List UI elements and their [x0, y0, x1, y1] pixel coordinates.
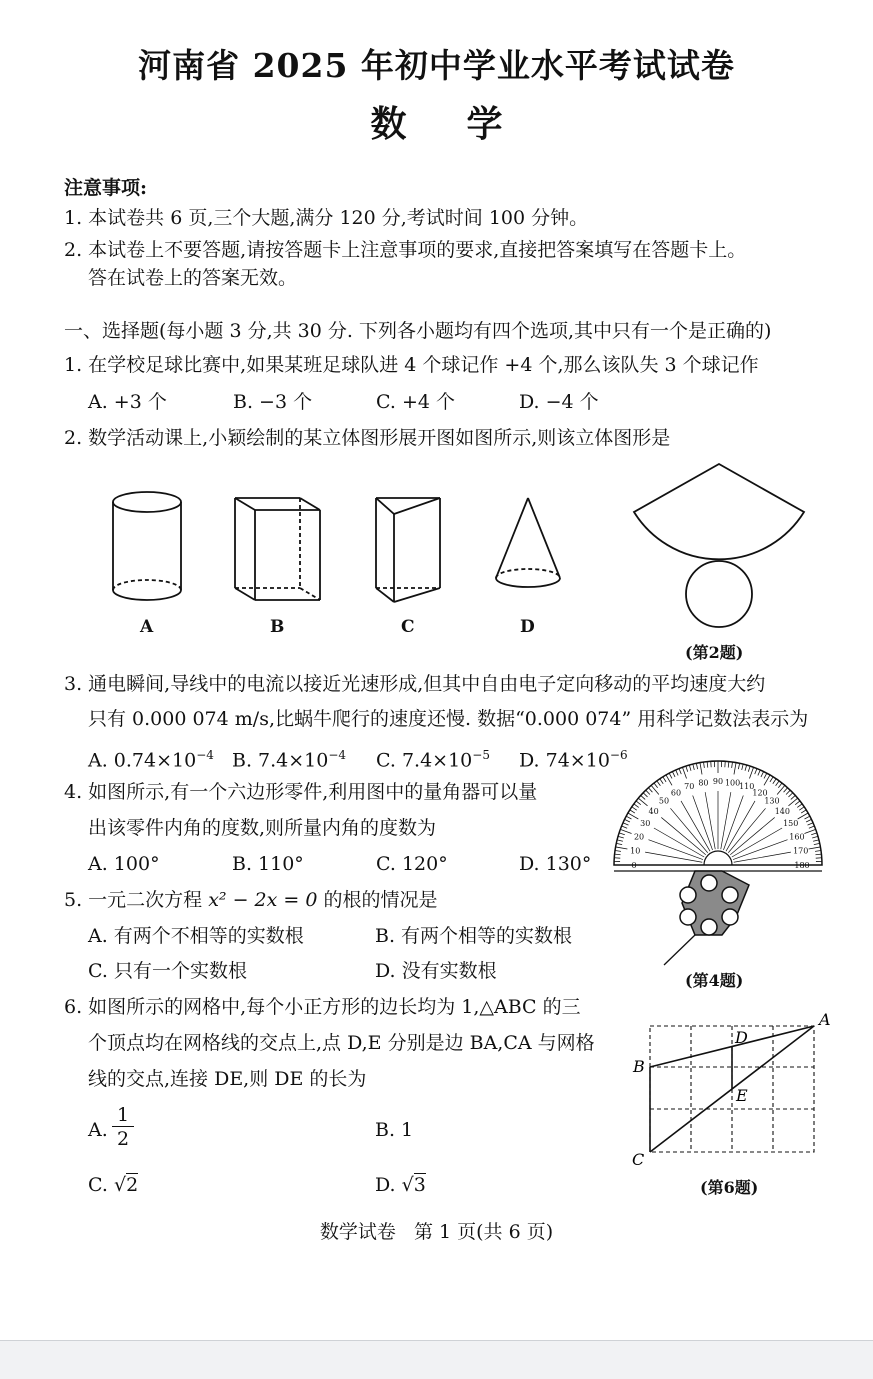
protractor-label: 80	[698, 778, 708, 787]
protractor-label: 120	[752, 788, 767, 797]
hexagon-part	[680, 871, 749, 935]
protractor-ray	[648, 840, 703, 860]
protractor-label: 170	[793, 846, 808, 855]
cylinder-shape	[113, 492, 181, 600]
protractor-tick	[693, 764, 694, 770]
q3-option-d-base: D. 74×10	[519, 749, 610, 771]
protractor-label: 30	[640, 819, 650, 828]
protractor-tick	[696, 763, 697, 769]
protractor-tick	[672, 772, 675, 777]
protractor-label: 10	[630, 846, 640, 855]
protractor-tick	[689, 765, 691, 771]
protractor-tick	[648, 788, 652, 792]
protractor-tick	[815, 854, 821, 855]
protractor-tick	[623, 823, 628, 825]
cone-shape	[496, 498, 560, 587]
protractor-tick	[788, 793, 792, 797]
sqrt-icon: √	[402, 1174, 414, 1196]
q5-stem-post: 的根的情况是	[317, 889, 437, 911]
protractor-ray	[645, 852, 702, 862]
protractor-tick	[806, 819, 811, 822]
protractor-tick	[634, 804, 639, 808]
protractor-tick	[638, 798, 647, 806]
q3-option-a-base: A. 0.74×10	[88, 749, 196, 771]
q6-line-2: 个顶点均在网格线的交点上,点 D,E 分别是边 BA,CA 与网格	[88, 1030, 595, 1056]
notice-item-2-cont: 答在试卷上的答案无效。	[88, 265, 297, 291]
protractor-tick	[761, 772, 764, 777]
protractor-tick	[770, 777, 773, 782]
protractor-tick	[755, 769, 757, 775]
q2-stem: 2. 数学活动课上,小颖绘制的某立体图形展开图如图所示,则该立体图形是	[64, 425, 670, 451]
protractor-tick	[776, 781, 780, 786]
q2-label-d: D	[520, 617, 535, 637]
point-d-label: D	[734, 1028, 748, 1047]
protractor-tick	[617, 840, 623, 841]
q5-option-d: D. 没有实数根	[375, 958, 497, 984]
protractor	[614, 761, 822, 871]
q6-option-a-fraction	[112, 1104, 134, 1151]
protractor-label: 40	[649, 807, 659, 816]
q4-caption: (第4题)	[685, 968, 743, 991]
subject-title: 数学	[0, 96, 873, 147]
notice-item-2: 2. 本试卷上不要答题,请按答题卡上注意事项的要求,直接把答案填写在答题卡上。	[64, 237, 746, 263]
protractor-tick	[813, 840, 819, 841]
notice-heading: 注意事项:	[64, 175, 147, 201]
q3-option-d-exp: −6	[610, 748, 628, 762]
protractor-tick	[626, 816, 631, 819]
q6-option-c-label: C.	[88, 1174, 108, 1196]
protractor-label: 150	[783, 819, 798, 828]
protractor-tick	[728, 762, 729, 768]
q5-equation: x² − 2x = 0	[208, 889, 317, 911]
protractor-tick	[786, 790, 790, 794]
protractor-label: 20	[634, 832, 644, 841]
protractor-tick	[643, 793, 647, 797]
q3-line-1: 3. 通电瞬间,导线中的电流以接近光速形成,但其中自由电子定向移动的平均速度大约	[64, 671, 765, 697]
protractor-tick	[632, 807, 637, 810]
q1-option-b: B. −3 个	[233, 389, 312, 415]
protractor-tick	[660, 779, 663, 784]
q2-label-a: A	[140, 617, 153, 637]
protractor-tick	[742, 764, 743, 770]
protractor-ray	[734, 852, 791, 862]
q2-label-b: B	[270, 617, 284, 637]
protractor-label: 140	[775, 807, 790, 816]
protractor-tick	[814, 843, 820, 844]
protractor-tick	[630, 810, 635, 813]
protractor-tick	[625, 819, 630, 822]
protractor-tick	[809, 847, 821, 849]
sector-shape	[634, 464, 804, 559]
q4-line-2: 出该零件内角的度数,则所量内角的度数为	[88, 815, 436, 841]
q1-option-a: A. +3 个	[88, 389, 167, 415]
point-e-label: E	[735, 1086, 748, 1105]
q6-option-c-radicand: 2	[126, 1173, 138, 1196]
q6-option-a-denominator: 2	[112, 1127, 134, 1151]
protractor-tick	[615, 851, 621, 852]
protractor-tick	[764, 773, 767, 778]
cuboid-shape	[235, 494, 320, 600]
page-footer: 数学试卷 第 1 页(共 6 页)	[0, 1219, 873, 1245]
q5-stem-pre: 5. 一元二次方程	[64, 889, 208, 911]
point-c-label: C	[632, 1150, 644, 1169]
protractor-tick	[616, 843, 622, 844]
sqrt-icon: √	[114, 1174, 126, 1196]
protractor-tick	[657, 781, 661, 786]
protractor-label: 50	[659, 797, 669, 806]
q3-option-a	[88, 742, 214, 773]
protractor-ray	[733, 840, 788, 860]
protractor-ray	[705, 792, 715, 849]
q4-option-d: D. 130°	[519, 851, 591, 877]
protractor-tick	[676, 770, 678, 775]
protractor-label: 180	[794, 861, 809, 870]
protractor-label: 110	[739, 782, 754, 791]
q6-grid-figure	[628, 1010, 838, 1170]
protractor-tick	[620, 829, 631, 833]
q3-option-c-exp: −5	[472, 748, 490, 762]
protractor-tick	[646, 790, 650, 794]
protractor-tick	[801, 810, 806, 813]
protractor-label: 130	[764, 797, 779, 806]
protractor-tick	[686, 766, 688, 772]
protractor-tick	[641, 795, 645, 799]
q1-stem: 1. 在学校足球比赛中,如果某班足球队进 4 个球记作 +4 个,那么该队失 3 个球记作	[64, 352, 759, 378]
protractor-tick	[732, 762, 733, 768]
protractor-tick	[805, 816, 810, 819]
q6-option-b: B. 1	[375, 1117, 413, 1143]
point-b-label: B	[632, 1057, 645, 1076]
protractor-ray	[721, 792, 731, 849]
protractor-tick	[707, 762, 708, 768]
protractor-tick	[679, 769, 681, 775]
q6-option-a-numerator: 1	[112, 1104, 134, 1127]
exam-title: 河南省 2025 年初中学业水平考试试卷	[0, 40, 873, 87]
q3-line-2: 只有 0.000 074 m/s,比蜗牛爬行的速度还慢. 数据“0.000 074” 用科学记数法表示为	[88, 706, 808, 732]
q6-option-d-label: D.	[375, 1174, 396, 1196]
q5-option-a: A. 有两个不相等的实数根	[88, 923, 304, 949]
protractor-tick	[795, 801, 800, 805]
point-a-label: A	[817, 1010, 831, 1029]
protractor-tick	[784, 788, 788, 792]
protractor-tick	[704, 762, 705, 768]
q6-line-3: 线的交点,连接 DE,则 DE 的长为	[88, 1066, 366, 1092]
q1-option-d: D. −4 个	[519, 389, 599, 415]
triangular-prism-shape	[376, 498, 440, 602]
section-heading: 一、选择题(每小题 3 分,共 30 分. 下列各小题均有四个选项,其中只有一个是正确的)	[64, 318, 771, 344]
q6-option-d-radicand: 3	[414, 1173, 426, 1196]
protractor-tick	[778, 783, 782, 788]
protractor-tick	[773, 779, 776, 784]
protractor-tick	[749, 767, 753, 778]
protractor-tick	[619, 833, 625, 835]
protractor-label: 0	[631, 861, 636, 870]
q3-option-b-base: B. 7.4×10	[232, 749, 328, 771]
q6-option-a-label: A.	[88, 1117, 108, 1143]
q2-net-figure	[628, 460, 808, 635]
protractor-tick	[811, 833, 817, 835]
protractor-tick	[682, 767, 686, 778]
protractor-tick	[812, 836, 818, 838]
protractor-tick	[808, 823, 813, 825]
q6-option-d	[375, 1172, 426, 1198]
q2-solids-figure	[100, 480, 580, 615]
protractor-tick	[651, 785, 659, 794]
viewer-bottom-bar	[0, 1340, 873, 1379]
q4-line-1: 4. 如图所示,有一个六边形零件,利用图中的量角器可以量	[64, 779, 537, 805]
protractor-tick	[799, 807, 804, 810]
protractor-ray	[723, 795, 743, 850]
protractor-tick	[791, 795, 795, 799]
protractor-tick	[804, 829, 815, 833]
protractor-label: 70	[684, 782, 694, 791]
protractor-tick	[777, 785, 785, 794]
protractor-tick	[618, 836, 624, 838]
q4-option-c: C. 120°	[376, 851, 448, 877]
q6-caption: (第6题)	[700, 1175, 758, 1198]
q6-line-1: 6. 如图所示的网格中,每个小正方形的边长均为 1,△ABC 的三	[64, 994, 581, 1020]
protractor-ray	[693, 795, 713, 850]
protractor-tick	[616, 847, 628, 849]
q4-option-b: B. 110°	[232, 851, 304, 877]
protractor-tick	[636, 801, 641, 805]
protractor-label: 60	[671, 788, 681, 797]
q3-option-b	[232, 742, 346, 773]
q3-option-b-exp: −4	[328, 748, 346, 762]
protractor-label: 90	[713, 777, 723, 786]
ruler-line	[664, 935, 695, 965]
protractor-tick	[654, 783, 658, 788]
protractor-tick	[663, 777, 666, 782]
q3-option-a-exp: −4	[196, 748, 214, 762]
circle-shape	[686, 561, 752, 627]
notice-item-1: 1. 本试卷共 6 页,三个大题,满分 120 分,考试时间 100 分钟。	[64, 205, 588, 231]
q6-option-c	[88, 1172, 138, 1198]
q3-option-c-base: C. 7.4×10	[376, 749, 472, 771]
q5-option-c: C. 只有一个实数根	[88, 958, 247, 984]
protractor-tick	[748, 766, 750, 772]
protractor-tick	[788, 798, 797, 806]
protractor-tick	[615, 854, 621, 855]
protractor-tick	[815, 851, 821, 852]
q3-option-c	[376, 742, 490, 773]
q4-option-a: A. 100°	[88, 851, 160, 877]
protractor-tick	[745, 765, 747, 771]
q5-stem	[64, 887, 438, 913]
protractor-tick	[700, 763, 702, 775]
q1-option-c: C. +4 个	[376, 389, 455, 415]
q4-protractor-figure	[606, 755, 830, 970]
protractor-center-arc	[704, 851, 732, 865]
protractor-tick	[758, 770, 760, 775]
protractor-label: 100	[725, 778, 740, 787]
protractor-tick	[738, 763, 739, 769]
protractor-tick	[669, 773, 672, 778]
q2-label-c: C	[401, 617, 415, 637]
q2-caption: (第2题)	[685, 640, 743, 663]
q5-option-b: B. 有两个相等的实数根	[375, 923, 572, 949]
protractor-label: 160	[789, 832, 804, 841]
protractor-tick	[809, 826, 815, 828]
protractor-tick	[797, 804, 802, 808]
protractor-tick	[622, 826, 628, 828]
protractor-tick	[734, 763, 736, 775]
